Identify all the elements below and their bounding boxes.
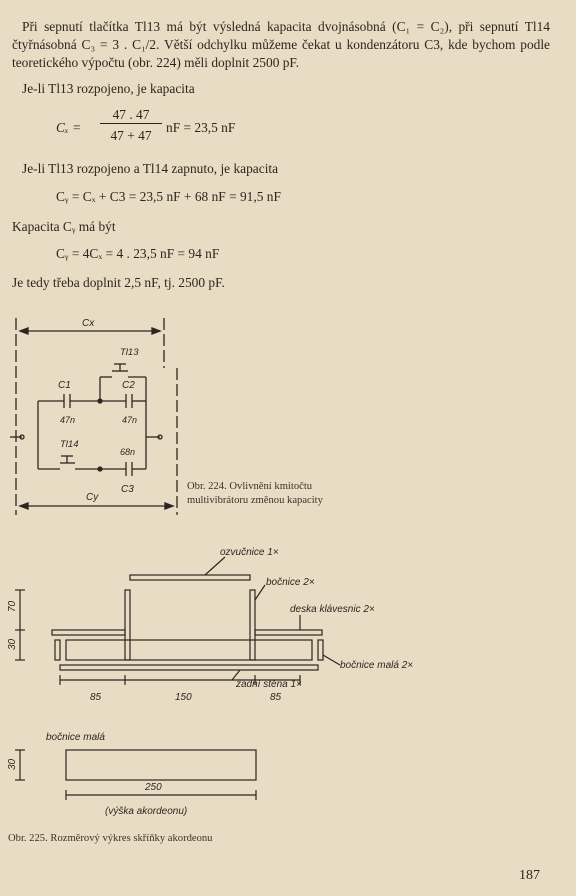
caption-fig225: Obr. 225. Rozměrový výkres skříňky akordeonu: [8, 833, 213, 844]
eq1-lhs: Cₓ =: [56, 120, 82, 135]
line-conclusion: Je tedy třeba doplnit 2,5 nF, tj. 2500 pF.: [12, 275, 225, 290]
label-c1-value: 47n: [60, 415, 76, 425]
dim-150: 150: [175, 692, 192, 703]
line-cy-should: Kapacita Cᵧ má být: [12, 219, 116, 234]
eq1-rhs: nF = 23,5 nF: [166, 120, 236, 135]
label-tl13: Tl13: [120, 347, 139, 358]
circuit-diagram: [0, 310, 200, 520]
eq3: Cᵧ = 4Cₓ = 4 . 23,5 nF = 94 nF: [56, 246, 220, 261]
label-c3: C3: [121, 484, 134, 495]
label-deska: deska klávesnic 2×: [290, 604, 375, 615]
accordion-box-drawing: [0, 540, 420, 830]
dim-85-left: 85: [90, 692, 102, 703]
label-vyska: (výška akordeonu): [105, 806, 188, 817]
label-cx: Cx: [82, 318, 95, 329]
dim-250: 250: [145, 782, 162, 793]
label-c2: C2: [122, 380, 135, 391]
caption-fig224: Obr. 224. Ovlivnění kmitočtu multivibrátoru změnou kapacity: [187, 481, 323, 506]
dim-85-right: 85: [270, 692, 282, 703]
label-bocnice: bočnice 2×: [266, 577, 315, 588]
dim-30-lower: 30: [7, 758, 18, 770]
eq1-numerator: 47 . 47: [100, 106, 162, 124]
label-tl14: Tl14: [60, 439, 79, 450]
label-c2-value: 47n: [122, 415, 138, 425]
label-zadni: zadní stěna 1×: [236, 679, 302, 690]
label-c1: C1: [58, 380, 71, 391]
label-c3-value: 68n: [120, 447, 136, 457]
label-bocnice-mala: bočnice malá 2×: [340, 660, 414, 671]
eq2: Cᵧ = Cₓ + C3 = 23,5 nF + 68 nF = 91,5 nF: [56, 189, 281, 204]
dim-30: 30: [7, 638, 18, 650]
eq1-denominator: 47 + 47: [110, 128, 152, 143]
line-tl13-open: Je-li Tl13 rozpojeno, je kapacita: [22, 81, 195, 96]
label-ozvucnice: ozvučnice 1×: [220, 547, 279, 558]
paragraph-intro: Při sepnutí tlačítka Tl13 má být výsledná kapacita dvojnásobná (C₁ = C₂), při sepnutí Tl14 čtyřnásobná C₃ = 3 . C₁/2. Větší odchylku můžeme čekat u kondenzátoru C3, kde bychom podle teoretického výpočtu (obr. 224) měli doplnit 2500 pF.: [12, 19, 550, 70]
page-number: 187: [519, 868, 540, 883]
label-bocnice-mala-title: bočnice malá: [46, 732, 105, 743]
label-cy: Cy: [86, 492, 99, 503]
line-tl14-on: Je-li Tl13 rozpojeno a Tl14 zapnuto, je kapacita: [22, 161, 279, 176]
dim-70: 70: [7, 600, 18, 612]
